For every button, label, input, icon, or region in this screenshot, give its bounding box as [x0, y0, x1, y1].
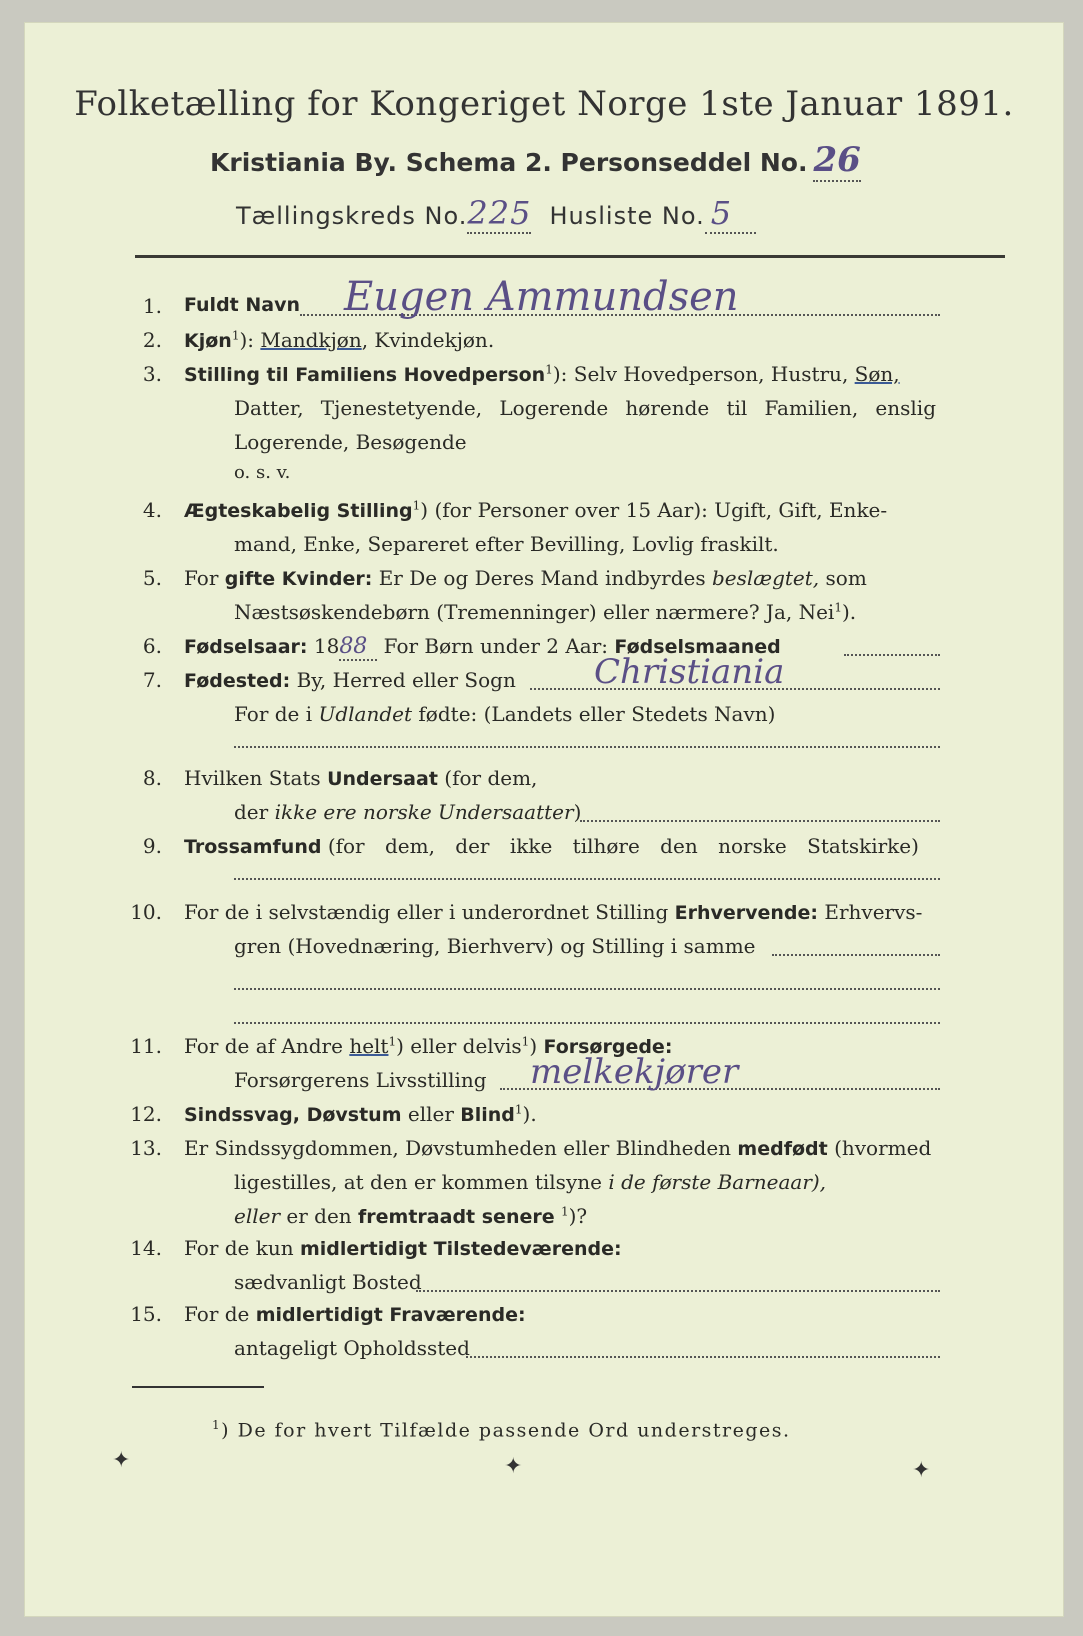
q6-number: 6.: [142, 634, 162, 658]
census-form-sheet: [24, 22, 1064, 1617]
q13-line2-pre: ligestilles, at den er kommen tilsyne: [234, 1170, 602, 1194]
registration-mark-right: ✦: [912, 1458, 931, 1483]
q10-answer-line3: [234, 1022, 940, 1024]
q6-answer: 88: [339, 634, 377, 661]
q7-line1: [184, 668, 516, 692]
q4-line1-text: (for Personer over 15 Aar): Ugift, Gift, Enke-: [434, 498, 888, 522]
q13-pre: Er Sindssygdommen, Døvstumheden eller Blindheden: [184, 1136, 732, 1160]
personseddel-number: 26: [813, 140, 861, 180]
q7-line2-post: fødte: (Landets eller Stedets Navn): [418, 702, 776, 726]
q7-line2: [234, 702, 775, 726]
q9-bold: Trossamfund: [184, 836, 322, 858]
q13-line2-italic: i de første Barneaar),: [608, 1170, 827, 1194]
q3-options: Selv Hovedperson, Hustru,: [573, 362, 849, 386]
q15-number: 15.: [130, 1302, 162, 1326]
q3-sup: 1: [545, 362, 553, 377]
q5-bold: gifte Kvinder:: [224, 568, 373, 590]
q10-line2: gren (Hovednæring, Bierhverv) og Stilling i samme: [234, 934, 756, 958]
q8-post: (for dem,: [444, 766, 538, 790]
q12-sup: 1: [514, 1102, 523, 1117]
q4-line2: mand, Enke, Separeret efter Bevilling, Lovlig fraskilt.: [234, 532, 779, 556]
q6-month-line: [844, 654, 940, 656]
q3-line4: o. s. v.: [234, 462, 291, 483]
q14-answer-line: [416, 1290, 940, 1292]
q2-text: Kjøn$^1$): Mandkjøn, Kvindekjøn.: [184, 328, 495, 352]
q3-line3: Logerende, Besøgende: [234, 430, 467, 454]
form-title: Folketælling for Kongeriget Norge 1ste Januar 1891.: [74, 84, 1014, 124]
q6-mid: For Børn under 2 Aar:: [383, 634, 609, 658]
q13-bold: medfødt: [737, 1138, 828, 1160]
q9-line: [184, 834, 936, 858]
q5-line1-text: Er De og Deres Mand indbyrdes: [378, 566, 706, 590]
q14-pre: For de kun: [184, 1236, 294, 1260]
q10-pre: For de i selvstændig eller i underordnet Stilling: [184, 900, 669, 924]
q11-answer: melkekjører: [530, 1052, 739, 1092]
q15-pre: For de: [184, 1302, 250, 1326]
q7-number: 7.: [142, 668, 162, 692]
q2-mandkjon: Mandkjøn: [260, 328, 362, 352]
footnote: $^1$) De for hvert Tilfælde passende Ord understreges.: [212, 1418, 791, 1442]
q11-bold: Forsørgede:: [543, 1036, 673, 1058]
q11-sup-b: 1: [521, 1034, 530, 1049]
q4-number: 4.: [142, 498, 162, 522]
q10-line1: [184, 900, 922, 924]
q14-number: 14.: [130, 1236, 162, 1260]
q8-pre: Hvilken Stats: [184, 766, 321, 790]
q12-bold: Sindssvag, Døvstum: [184, 1104, 402, 1126]
q8-number: 8.: [142, 766, 162, 790]
q15-line2: antageligt Opholdssted: [234, 1336, 470, 1360]
footnote-sup: 1: [212, 1418, 222, 1432]
q13-line3-bold: fremtraadt senere: [358, 1206, 555, 1228]
q8-line2-italic: ikke ere norske Undersaatter: [274, 800, 574, 824]
subtitle-prefix: Kristiania By. Schema 2. Personseddel No.: [210, 148, 808, 177]
q11-line2: Forsørgerens Livsstilling: [234, 1068, 487, 1092]
q2-number: 2.: [142, 328, 162, 352]
q6-bold: Fødselsmaaned: [614, 636, 781, 658]
q8-line2-pre: der: [234, 800, 269, 824]
q5-number: 5.: [142, 566, 162, 590]
q7-answer: Christiania: [594, 652, 785, 692]
q6-label: Fødselsaar:: [184, 636, 308, 658]
footnote-rule: [132, 1386, 264, 1388]
q7-line2-italic: Udlandet: [318, 702, 413, 726]
q3-number: 3.: [142, 362, 162, 386]
taellingskreds-number: 225: [467, 194, 532, 232]
q12-number: 12.: [130, 1102, 162, 1126]
q4-sup: 1: [412, 498, 421, 513]
taellingskreds-label: Tællingskreds No.: [236, 202, 468, 230]
q11-number: 11.: [130, 1034, 162, 1058]
q13-line3-end: )?: [568, 1204, 588, 1228]
q10-number: 10.: [130, 900, 162, 924]
q2-rest: , Kvindekjøn.: [361, 328, 495, 352]
q14-bold: midlertidigt Tilstedeværende:: [299, 1238, 622, 1260]
q1-label: Fuldt Navn: [184, 294, 301, 316]
q5-line2-text: Næstsøskendebørn (Tremenninger) eller nærmere? Ja, Nei: [234, 600, 835, 624]
q1-answer: Eugen Ammundsen: [344, 274, 739, 320]
q3-label: Stilling til Familiens Hovedperson: [184, 364, 546, 386]
q7-line1-text: By, Herred eller Sogn: [296, 668, 516, 692]
q11-sup-a: 1: [388, 1034, 397, 1049]
q8-line2: der ikke ere norske Undersaatter): [234, 800, 582, 824]
q3-son: Søn,: [854, 362, 900, 386]
q8-bold: Undersaat: [327, 768, 438, 790]
q13-line3: [234, 1204, 587, 1228]
q13-line3-mid: er den: [286, 1204, 352, 1228]
q4-label: Ægteskabelig Stilling: [184, 500, 413, 522]
header-rule: [135, 255, 1005, 258]
q10-answer-line2: [234, 988, 940, 990]
q5-pre: For: [184, 566, 219, 590]
q9-answer-line: [234, 878, 940, 880]
q3-line2: Datter, Tjenestetyende, Logerende hørende til Familien, enslig: [234, 396, 936, 420]
form-subtitle: [210, 140, 861, 180]
husliste-number: 5: [705, 194, 756, 234]
q9-rest: (for dem, der ikke tilhøre den norske Statskirke): [327, 834, 919, 858]
q5-post: som: [825, 566, 867, 590]
q13-line1: [184, 1136, 931, 1160]
q2-label: Kjøn: [184, 330, 232, 352]
q9-number: 9.: [142, 834, 162, 858]
q5-sup: 1: [834, 600, 842, 615]
q13-line3-italic: eller: [234, 1204, 281, 1228]
q8-answer-line: [580, 820, 940, 822]
q7-label: Fødested:: [184, 670, 291, 692]
q12-line: Sindssvag, Døvstum eller Blind$^1$).: [184, 1102, 537, 1126]
q12-mid: eller: [407, 1102, 454, 1126]
q7-foreign-line: [234, 746, 940, 748]
q11-mid: eller delvis: [410, 1034, 522, 1058]
q10-bold: Erhvervende:: [674, 902, 819, 924]
q13-number: 13.: [130, 1136, 162, 1160]
q15-answer-line: [466, 1356, 940, 1358]
q4-line1: Ægteskabelig Stilling$^1$) (for Personer over 15 Aar): Ugift, Gift, Enke-: [184, 498, 888, 522]
q6-prefix: 18: [313, 634, 340, 658]
q13-post: (hvormed: [834, 1136, 932, 1160]
q14-line1: [184, 1236, 622, 1260]
q10-answer-line1: [772, 954, 940, 956]
q11-line1: For de af Andre helt$^1$) eller delvis$^1$) Forsørgede:: [184, 1034, 673, 1058]
q5-line2: Næstsøskendebørn (Tremenninger) eller nærmere? Ja, Nei$^1$).: [234, 600, 857, 624]
q8-line1: [184, 766, 537, 790]
registration-mark-center: ✦: [504, 1454, 523, 1479]
q11-helt: helt: [349, 1034, 389, 1058]
q12-bold2: Blind: [460, 1104, 515, 1126]
q10-post: Erhvervs-: [824, 900, 923, 924]
q5-italic: beslægtet,: [711, 566, 820, 590]
q13-sup: 1: [560, 1204, 569, 1219]
q15-line1: [184, 1302, 526, 1326]
registration-mark-left: ✦: [112, 1448, 131, 1473]
q11-pre: For de af Andre: [184, 1034, 343, 1058]
q5-line1: [184, 566, 867, 590]
q1-number: 1.: [142, 294, 162, 318]
district-line: [236, 194, 756, 232]
q3-line1: Stilling til Familiens Hovedperson$^1$): Selv Hovedperson, Hustru, Søn,: [184, 362, 900, 386]
husliste-label: Husliste No.: [549, 202, 705, 230]
q15-bold: midlertidigt Fraværende:: [255, 1304, 526, 1326]
q13-line2: [234, 1170, 826, 1194]
q2-sup: 1: [231, 328, 240, 343]
q14-line2: sædvanligt Bosted: [234, 1270, 422, 1294]
footnote-text: De for hvert Tilfælde passende Ord understreges.: [237, 1419, 791, 1442]
q7-line2-pre: For de i: [234, 702, 313, 726]
